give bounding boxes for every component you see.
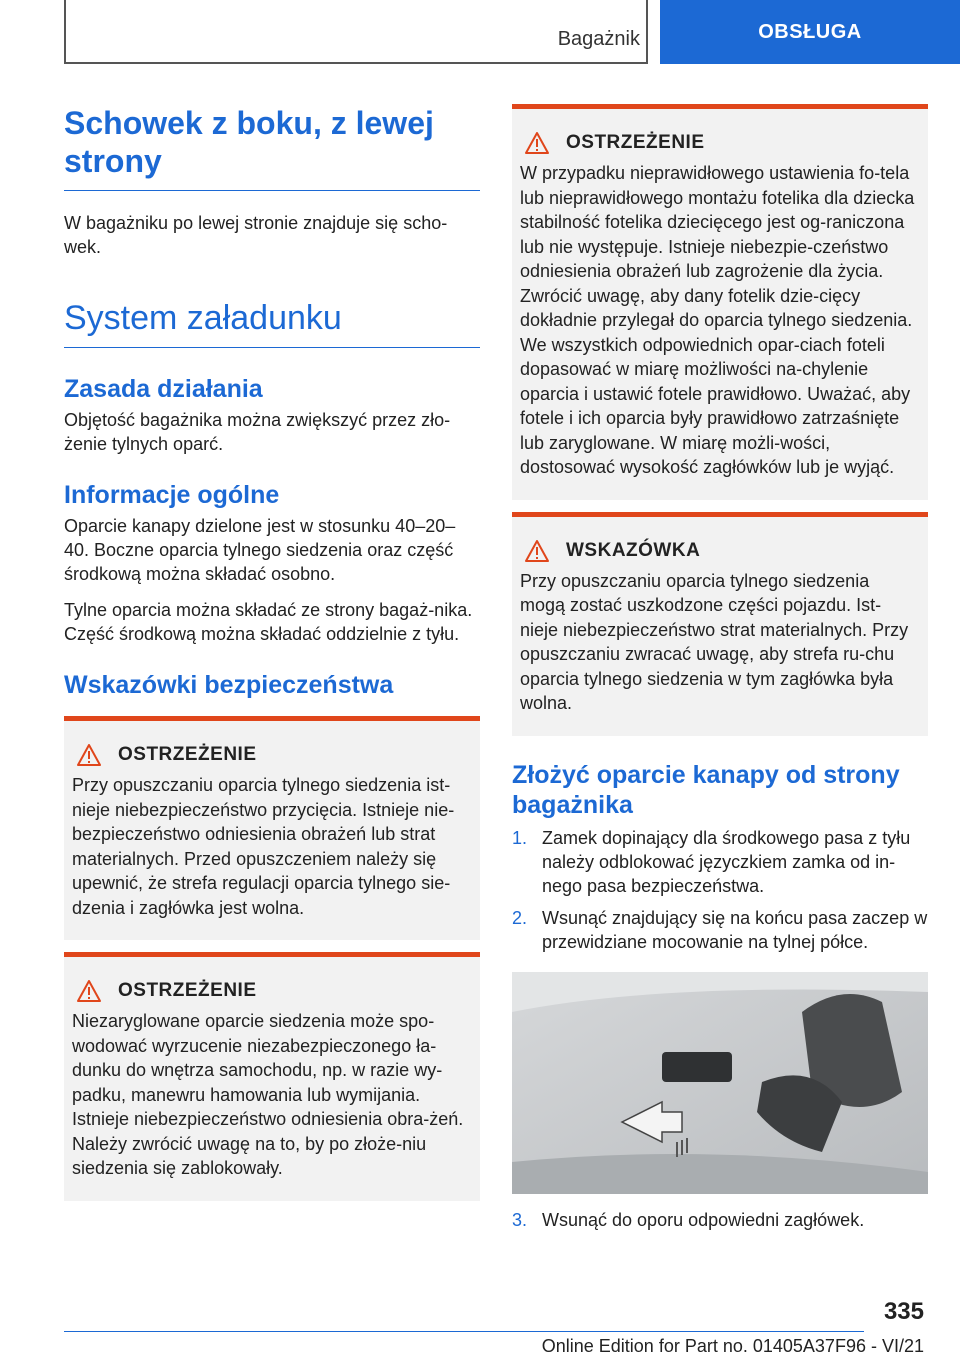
heading-safety: Wskazówki bezpieczeństwa	[64, 671, 394, 699]
heading-principle: Zasada działania	[64, 375, 263, 403]
header-chapter-tab[interactable]: OBSŁUGA	[660, 0, 960, 64]
footer-divider	[64, 1331, 864, 1332]
page-number: 335	[883, 1298, 924, 1325]
storage-text: W bagażniku po lewej stronie znajduje się scho-wek.	[64, 213, 448, 257]
warning-title: OSTRZEŻENIE	[566, 132, 705, 153]
warning-box-3	[512, 104, 928, 500]
warning-title: OSTRZEŻENIE	[118, 744, 257, 765]
notice-title: WSKAZÓWKA	[566, 539, 701, 561]
principle-text: Objętość bagażnika można zwiększyć przez zło-żenie tylnych oparć.	[64, 410, 451, 454]
heading-storage: Schowek z boku, z lewej strony	[64, 104, 480, 191]
list-item	[512, 906, 928, 954]
step-text: Wsunąć znajdujący się na końcu pasa zaczep w przewidziane mocowanie na tylnej półce.	[542, 907, 928, 952]
edition-info: Online Edition for Part no. 01405A37F96 - VI/21	[541, 1336, 924, 1356]
warning-text: Niezaryglowane oparcie siedzenia może spo-wodować wyrzucenie niezabezpieczonego ła-dunku do wnętrza samochodu, np. w razie wy-padku, manewru hamowania lub wymijania. Istnieje niebezpieczeństwo odniesienia obra-żeń. Należy zwrócić uwagę na to, by po złoże-niu siedzenia się zablokowały.	[72, 1011, 464, 1178]
steps-list-a	[512, 826, 928, 954]
step-text: Zamek dopinający dla środkowego pasa z tyłu należy odblokować języczkiem zamka od in-nego pasa bezpieczeństwa.	[542, 827, 911, 896]
general-text-2: Tylne oparcia można składać ze strony bagaż-nika. Część środkową można składać oddzielnie z tyłu.	[64, 600, 473, 644]
warning-box-2	[64, 952, 480, 1201]
general-text-1: Oparcie kanapy dzielone jest w stosunku 40–20–40. Boczne oparcia tylnego siedzenia oraz część środkową można składać osobno.	[64, 516, 456, 584]
warning-text: Przy opuszczaniu oparcia tylnego siedzenia ist-nieje niebezpieczeństwo przycięcia. Istnieje nie-bezpieczeństwo odniesienia obrażeń lub strat materialnych. Przed opuszczeniem należy się upewnić, że strefa regulacji oparcia tylnego sie-dzenia i zagłówka jest wolna.	[72, 775, 455, 918]
step-number: 3.	[512, 1209, 528, 1230]
notice-text: Przy opuszczaniu oparcia tylnego siedzenia mogą zostać uszkodzone części pojazdu. Ist-nieje niebezpieczeństwo strat materialnych. Przy opuszczaniu zwracać uwagę, aby strefa ru-chu oparcia tylnego siedzenia w tym zagłówka była wolna.	[520, 570, 909, 713]
step-number: 1.	[512, 827, 528, 848]
warning-triangle-icon	[524, 539, 550, 563]
right-column	[512, 104, 928, 1240]
list-item	[512, 826, 928, 898]
warning-title: OSTRZEŻENIE	[118, 980, 257, 1001]
warning-triangle-icon	[76, 743, 102, 767]
left-column	[64, 104, 480, 1201]
warning-triangle-icon	[524, 131, 550, 155]
step-number: 2.	[512, 907, 528, 928]
heading-fold-backrest: Złożyć oparcie kanapy od strony bagażnika	[512, 760, 900, 819]
warning-text: W przypadku nieprawidłowego ustawienia fo-tela lub nieprawidłowego montażu fotelika dla dziecka stabilność fotelika dziecięcego jest og-raniczona lub nie występuje. Istnieje niebezpie-czeństwo odniesienia obrażeń lub zagrożenie dla życia. Zwrócić uwagę, aby dany fotelik dzie-cięcy dokładnie przylegał do oparcia tylnego siedzenia. We wszystkich odpowiednich opar-ciach foteli dopasować w miarę możliwości na-chylenie oparcia i ustawić fotele prawidłowo. Uważać, aby fotele i ich oparcia były prawidłowo zatrzaśnięte lub zaryglowane. W miarę możli-wości, dostosować wysokość zagłówków lub je wyjąć.	[520, 163, 915, 477]
warning-triangle-icon	[76, 979, 102, 1003]
heading-loading-system: System załadunku	[64, 299, 480, 348]
heading-general-info: Informacje ogólne	[64, 481, 280, 509]
step-text: Wsunąć do oporu odpowiedni zagłówek.	[542, 1209, 865, 1230]
warning-box-1	[64, 716, 480, 940]
seatbelt-illustration	[512, 972, 928, 1194]
notice-box	[512, 512, 928, 736]
steps-list-b	[512, 1208, 928, 1232]
list-item	[512, 1208, 928, 1232]
header-section-title: Bagażnik	[557, 28, 640, 50]
seatbelt-figure-svg	[512, 972, 928, 1194]
